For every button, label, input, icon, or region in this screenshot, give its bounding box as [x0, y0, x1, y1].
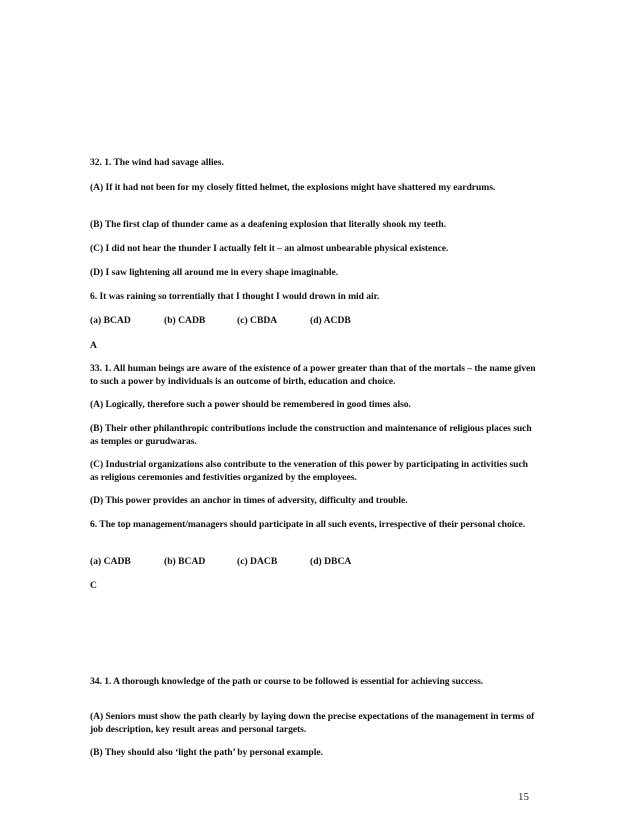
q32-sentence-b: (B) The first clap of thunder came as a deafening explosion that literally shook my teeth. — [90, 219, 446, 230]
page-number: 15 — [518, 791, 529, 803]
q32-answer: A — [90, 340, 97, 351]
q33-sentence-b: (B) Their other philanthropic contributions include the construction and maintenance of religious places such as temples or gurudwaras. — [90, 423, 532, 447]
q34-sentence-b: (B) They should also ‘light the path’ by personal example. — [90, 747, 323, 758]
q33-answer: C — [90, 580, 97, 591]
q32-option-b: (b) CADB — [164, 315, 206, 326]
q33-sentence-c: (C) Industrial organizations also contribute to the veneration of this power by participating in activities such as religious ceremonies and festivities organized by the employees. — [90, 459, 528, 483]
q32-option-a: (a) BCAD — [90, 315, 131, 326]
q32-sentence-d: (D) I saw lightening all around me in every shape imaginable. — [90, 267, 339, 278]
q33-sentence-a: (A) Logically, therefore such a power should be remembered in good times also. — [90, 399, 411, 410]
q32-stem: 32. 1. The wind had savage allies. — [90, 157, 224, 168]
q33-stem: 33. 1. All human beings are aware of the existence of a power greater than that of the mortals – the name given to such a power by individuals is an outcome of birth, education and choice. — [90, 363, 536, 387]
q33-option-b: (b) BCAD — [164, 556, 206, 567]
q34-sentence-a: (A) Seniors must show the path clearly by laying down the precise expectations of the management in terms of job description, key result areas and personal targets. — [90, 711, 535, 735]
q33-option-a: (a) CADB — [90, 556, 131, 567]
q32-sentence-c: (C) I did not hear the thunder I actually felt it – an almost unbearable physical existence. — [90, 243, 449, 254]
q32-option-c: (c) CBDA — [237, 315, 278, 326]
q33-last-sentence: 6. The top management/managers should participate in all such events, irrespective of their personal choice. — [90, 519, 526, 530]
q32-sentence-a: (A) If it had not been for my closely fitted helmet, the explosions might have shattered my eardrums. — [90, 182, 496, 193]
q33-sentence-d: (D) This power provides an anchor in times of adversity, difficulty and trouble. — [90, 495, 408, 506]
q32-option-d: (d) ACDB — [310, 315, 351, 326]
q34-stem: 34. 1. A thorough knowledge of the path or course to be followed is essential for achieving success. — [90, 676, 484, 687]
q33-option-d: (d) DBCA — [310, 556, 352, 567]
q32-last-sentence: 6. It was raining so torrentially that I thought I would drown in mid air. — [90, 291, 380, 302]
q33-option-c: (c) DACB — [237, 556, 278, 567]
